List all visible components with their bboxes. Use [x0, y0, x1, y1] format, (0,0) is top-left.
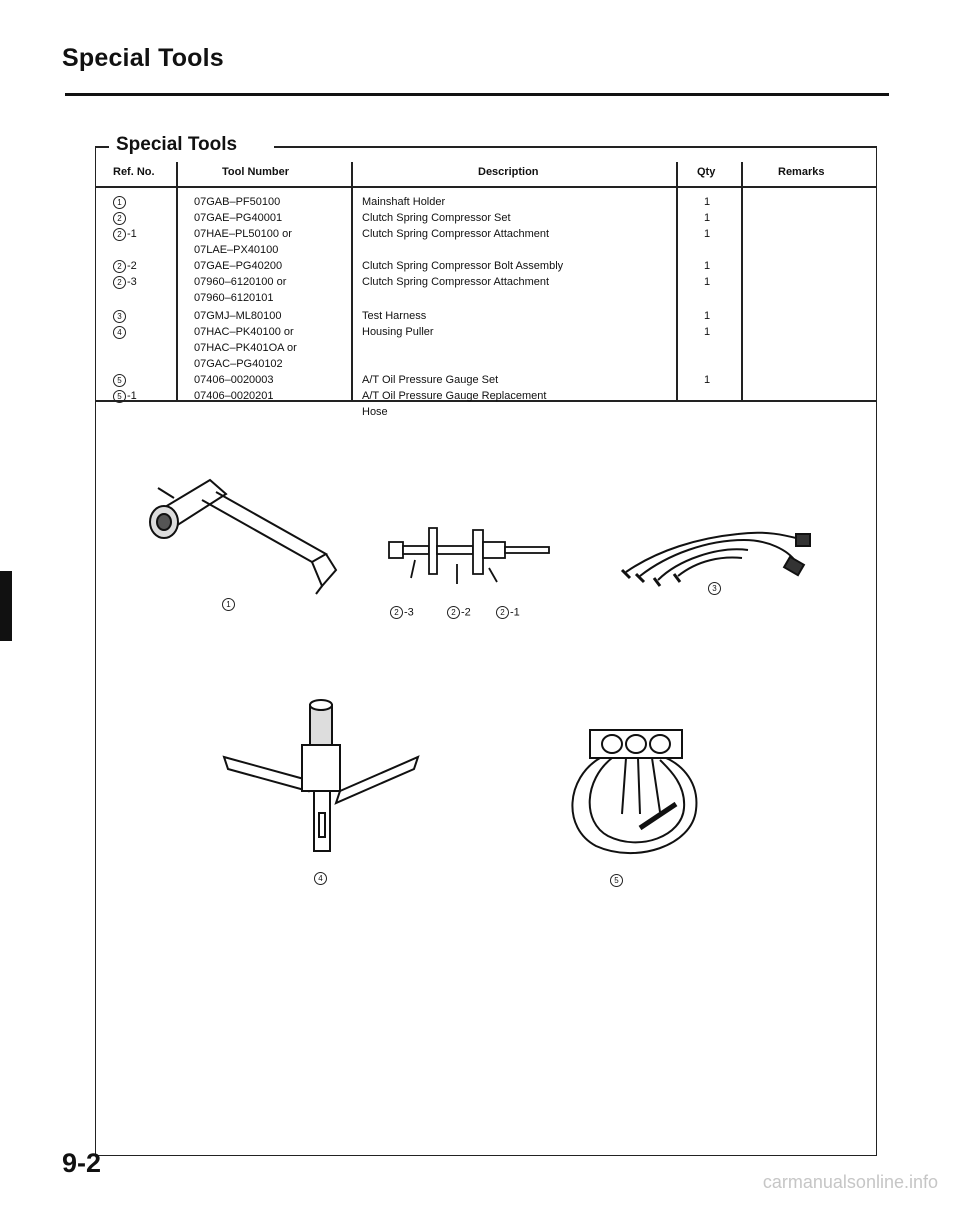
ref-suffix: -3 [127, 276, 137, 288]
header-tool-number: Tool Number [222, 166, 290, 178]
table-row-description: Housing Puller [362, 326, 434, 338]
figure-number-circle: 3 [708, 582, 721, 595]
table-row-tool-number: 07960–6120101 [194, 292, 274, 304]
ref-number-circle: 1 [113, 196, 126, 209]
figure-number-circle: 2 [447, 606, 460, 619]
mainshaft-holder-illustration [140, 470, 350, 610]
table-row-tool-number: 07960–6120100 or [194, 276, 287, 288]
table-row-description: Test Harness [362, 310, 427, 322]
clutch-spring-compressor-illustration [385, 520, 565, 600]
table-row-tool-number: 07GAB–PF50100 [194, 196, 281, 208]
title-rule [65, 93, 889, 96]
header-remarks: Remarks [778, 166, 825, 178]
table-row-tool-number: 07GAE–PG40001 [194, 212, 283, 224]
table-row-ref [113, 259, 137, 274]
frame-top-right-rule [274, 146, 877, 148]
ref-suffix: -2 [127, 260, 137, 272]
ref-number-circle: 3 [113, 310, 126, 323]
ref-number-circle: 5 [113, 390, 126, 403]
table-row-tool-number: 07LAE–PX40100 [194, 244, 279, 256]
figure-label-compressor-attachment-a [390, 606, 414, 619]
figure-label-test-harness [708, 582, 722, 595]
table-row-tool-number: 07HAC–PK401OA or [194, 342, 297, 354]
table-row-qty: 1 [704, 276, 711, 288]
table-row-tool-number: 07406–0020201 [194, 390, 274, 402]
column-divider [351, 162, 353, 400]
page-number: 9-2 [62, 1148, 102, 1178]
ref-number-circle: 2 [113, 228, 126, 241]
table-row-description: Clutch Spring Compressor Set [362, 212, 511, 224]
table-row-tool-number: 07GMJ–ML80100 [194, 310, 282, 322]
table-row-qty: 1 [704, 228, 711, 240]
table-row-qty: 1 [704, 310, 711, 322]
table-row-qty: 1 [704, 196, 711, 208]
ref-number-circle: 5 [113, 374, 126, 387]
table-row-description: Clutch Spring Compressor Bolt Assembly [362, 260, 564, 272]
table-row-description: Hose [362, 406, 388, 418]
figure-number-circle: 4 [314, 872, 327, 885]
header-ref-no: Ref. No. [113, 166, 155, 178]
column-divider [676, 162, 678, 400]
table-row-ref [113, 309, 127, 324]
header-description: Description [478, 166, 539, 178]
frame-top-left-rule [95, 146, 109, 148]
table-row-qty: 1 [704, 374, 711, 386]
table-row-ref [113, 275, 137, 290]
ref-number-circle: 2 [113, 276, 126, 289]
table-row-tool-number: 07406–0020003 [194, 374, 274, 386]
watermark: carmanualsonline.info [762, 1172, 938, 1192]
table-row-ref [113, 325, 127, 340]
table-row-description: Mainshaft Holder [362, 196, 446, 208]
header-rule [95, 186, 877, 188]
page-title: Special Tools [62, 44, 224, 72]
section-title: Special Tools [116, 134, 243, 156]
table-row-description: A/T Oil Pressure Gauge Set [362, 374, 499, 386]
ref-number-circle: 2 [113, 260, 126, 273]
table-row-tool-number: 07HAE–PL50100 or [194, 228, 292, 240]
table-row-qty: 1 [704, 260, 711, 272]
table-row-tool-number: 07HAC–PK40100 or [194, 326, 294, 338]
housing-puller-illustration [222, 695, 422, 865]
header-qty: Qty [697, 166, 716, 178]
table-row-ref [113, 195, 127, 210]
figure-number-circle: 2 [390, 606, 403, 619]
table-row-tool-number: 07GAE–PG40200 [194, 260, 283, 272]
figure-suffix: -2 [461, 606, 471, 619]
figure-label-mainshaft-holder [222, 598, 236, 611]
figure-number-circle: 5 [610, 874, 623, 887]
figure-number-circle: 2 [496, 606, 509, 619]
table-row-ref [113, 389, 137, 404]
section-tab-marker [0, 571, 12, 641]
ref-suffix: -1 [127, 390, 137, 402]
table-row-ref [113, 211, 127, 226]
pressure-gauge-set-illustration [556, 718, 706, 868]
figure-number-circle: 1 [222, 598, 235, 611]
table-row-qty: 1 [704, 212, 711, 224]
table-row-ref [113, 227, 137, 242]
figure-suffix: -3 [404, 606, 414, 619]
table-row-description: Clutch Spring Compressor Attachment [362, 228, 550, 240]
figure-label-compressor-bolt [447, 606, 471, 619]
column-divider [741, 162, 743, 400]
figure-suffix: -1 [510, 606, 520, 619]
figure-label-housing-puller [314, 872, 328, 885]
table-row-ref [113, 373, 127, 388]
table-row-description: Clutch Spring Compressor Attachment [362, 276, 550, 288]
ref-number-circle: 4 [113, 326, 126, 339]
ref-number-circle: 2 [113, 212, 126, 225]
table-row-qty: 1 [704, 326, 711, 338]
figure-label-compressor-attachment-b [496, 606, 520, 619]
figure-label-pressure-gauge-set [610, 874, 624, 887]
table-row-tool-number: 07GAC–PG40102 [194, 358, 283, 370]
ref-suffix: -1 [127, 228, 137, 240]
table-row-description: A/T Oil Pressure Gauge Replacement [362, 390, 547, 402]
column-divider [176, 162, 178, 400]
